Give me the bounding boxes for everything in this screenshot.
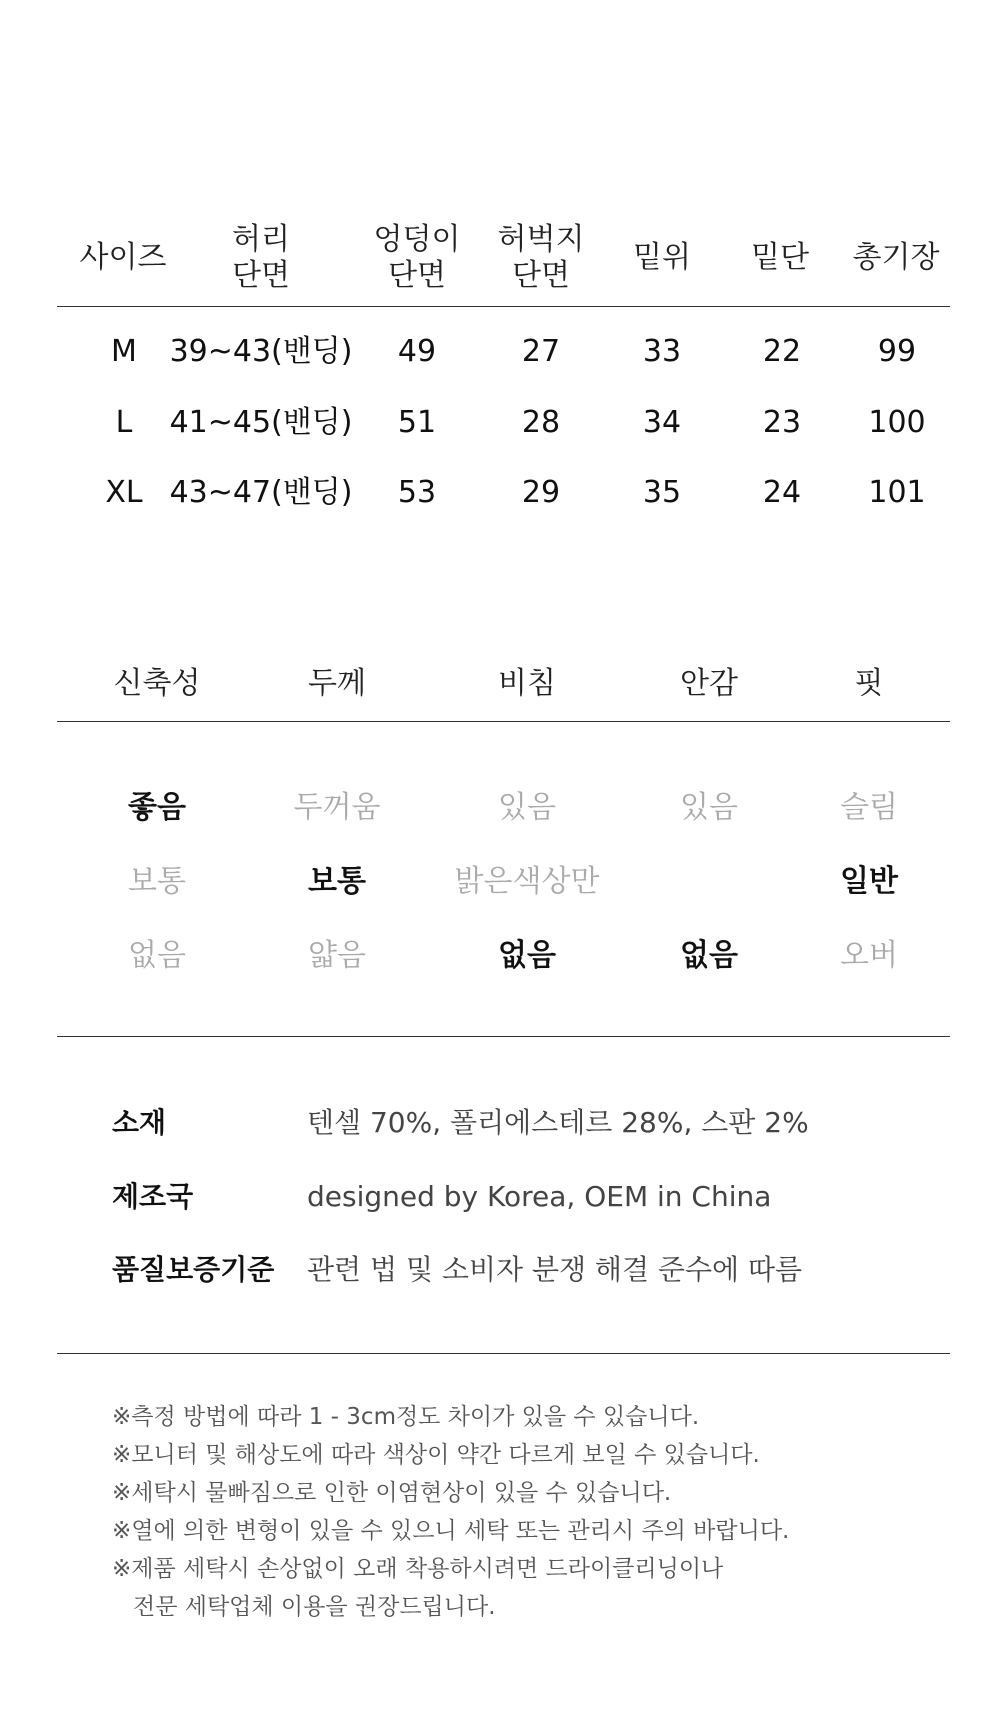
feature-option: 슬림: [840, 790, 898, 825]
feature-option: 있음: [680, 790, 738, 825]
size-header-length: 총기장: [852, 240, 940, 275]
size-cell: 41~45(밴딩): [169, 405, 353, 440]
info-label-warranty: 품질보증기준: [112, 1253, 275, 1286]
size-cell: 35: [642, 475, 682, 510]
size-cell: 51: [397, 405, 437, 440]
note-line: ※모니터 및 해상도에 따라 색상이 약간 다르게 보일 수 있습니다.: [112, 1442, 760, 1468]
feature-option: 오버: [840, 938, 898, 973]
size-cell: 99: [877, 334, 917, 369]
size-cell: 33: [642, 334, 682, 369]
note-line: 전문 세탁업체 이용을 권장드립니다.: [133, 1594, 496, 1620]
feature-option: 없음: [128, 938, 186, 973]
size-cell: 27: [521, 334, 561, 369]
feature-header-thickness: 두께: [308, 666, 366, 701]
size-header-thigh: 허벅지 단면: [497, 222, 585, 293]
size-cell: 23: [762, 405, 802, 440]
size-table-divider: [57, 306, 950, 307]
size-cell: 29: [521, 475, 561, 510]
size-cell: L: [115, 405, 133, 440]
feature-bottom-divider: [57, 1036, 950, 1037]
care-notes: [112, 1398, 942, 1626]
size-header-hip: 엉덩이 단면: [373, 222, 461, 293]
feature-option: 두꺼움: [293, 790, 381, 825]
size-header-size: 사이즈: [79, 240, 167, 275]
feature-option: 없음: [498, 938, 556, 973]
note-line: ※측정 방법에 따라 1 - 3cm정도 차이가 있을 수 있습니다.: [112, 1404, 700, 1430]
size-cell: 24: [762, 475, 802, 510]
feature-option: 없음: [680, 938, 738, 973]
size-cell: 49: [397, 334, 437, 369]
size-cell: XL: [105, 475, 143, 510]
size-cell: 39~43(밴딩): [169, 334, 353, 369]
feature-option: 보통: [128, 864, 186, 899]
size-cell: 34: [642, 405, 682, 440]
size-cell: 22: [762, 334, 802, 369]
size-cell: 53: [397, 475, 437, 510]
info-value-material: 텐셀 70%, 폴리에스테르 28%, 스판 2%: [307, 1106, 809, 1139]
feature-option: 일반: [840, 864, 898, 899]
note-line: ※세탁시 물빠짐으로 인한 이염현상이 있을 수 있습니다.: [112, 1480, 672, 1506]
size-cell: M: [111, 334, 137, 369]
feature-table-divider: [57, 721, 950, 722]
size-cell: 101: [868, 475, 926, 510]
size-header-rise: 밑위: [633, 240, 691, 275]
info-label-origin: 제조국: [112, 1180, 194, 1213]
feature-header-sheerness: 비침: [498, 666, 556, 701]
note-line: ※제품 세탁시 손상없이 오래 착용하시려면 드라이클리닝이나: [112, 1556, 724, 1582]
info-value-warranty: 관련 법 및 소비자 분쟁 해결 준수에 따름: [307, 1253, 803, 1286]
feature-header-lining: 안감: [680, 666, 738, 701]
note-line: ※열에 의한 변형이 있을 수 있으니 세탁 또는 관리시 주의 바랍니다.: [112, 1518, 790, 1544]
size-cell: 43~47(밴딩): [169, 475, 353, 510]
size-header-hem: 밑단: [751, 240, 809, 275]
info-value-origin: designed by Korea, OEM in China: [307, 1180, 772, 1213]
size-cell: 100: [868, 405, 926, 440]
feature-option: 밝은색상만: [454, 864, 600, 899]
feature-option: 있음: [498, 790, 556, 825]
feature-option: 보통: [308, 864, 366, 899]
feature-option: 얇음: [308, 938, 366, 973]
size-cell: 28: [521, 405, 561, 440]
feature-header-fit: 핏: [854, 666, 884, 701]
feature-header-stretch: 신축성: [113, 666, 201, 701]
size-header-waist: 허리 단면: [232, 222, 290, 293]
feature-option: 좋음: [128, 790, 186, 825]
info-divider: [57, 1353, 950, 1354]
info-label-material: 소재: [112, 1106, 167, 1139]
